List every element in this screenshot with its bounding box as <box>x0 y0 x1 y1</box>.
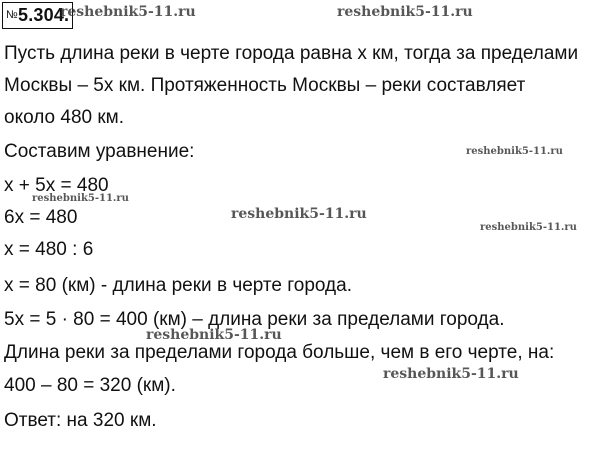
watermark: reshebnik5-11.ru <box>146 327 282 343</box>
watermark: reshebnik5-11.ru <box>337 4 473 20</box>
watermark: reshebnik5-11.ru <box>480 222 577 233</box>
solution-line: Длина реки за пределами города больше, чем в его черте, на: <box>4 342 555 363</box>
watermark: reshebnik5-11.ru <box>466 146 563 157</box>
solution-line: x = 80 (км) - длина реки в черте города. <box>4 275 352 296</box>
equation-line: x + 5x = 480 <box>4 175 109 196</box>
watermark: reshebnik5-11.ru <box>231 206 367 222</box>
equation-line: x = 480 : 6 <box>4 239 94 260</box>
number-sign: № <box>6 9 19 21</box>
problem-number: 5.304. <box>18 5 70 25</box>
solution-line: Составим уравнение: <box>4 141 195 162</box>
equation-line: 6x = 480 <box>4 207 78 228</box>
solution-line: 400 – 80 = 320 (км). <box>4 375 176 396</box>
solution-line: 5x = 5 · 80 = 400 (км) – длина реки за пределами города. <box>4 309 505 330</box>
watermark: reshebnik5-11.ru <box>60 4 196 20</box>
answer-line: Ответ: на 320 км. <box>4 410 157 431</box>
watermark: reshebnik5-11.ru <box>383 366 519 382</box>
solution-line: Москвы – 5x км. Протяженность Москвы – реки составляет <box>4 75 526 96</box>
solution-line: Пусть длина реки в черте города равна x км, тогда за пределами <box>4 43 579 64</box>
solution-line: около 480 км. <box>4 107 125 128</box>
watermark: reshebnik5-11.ru <box>32 193 129 204</box>
